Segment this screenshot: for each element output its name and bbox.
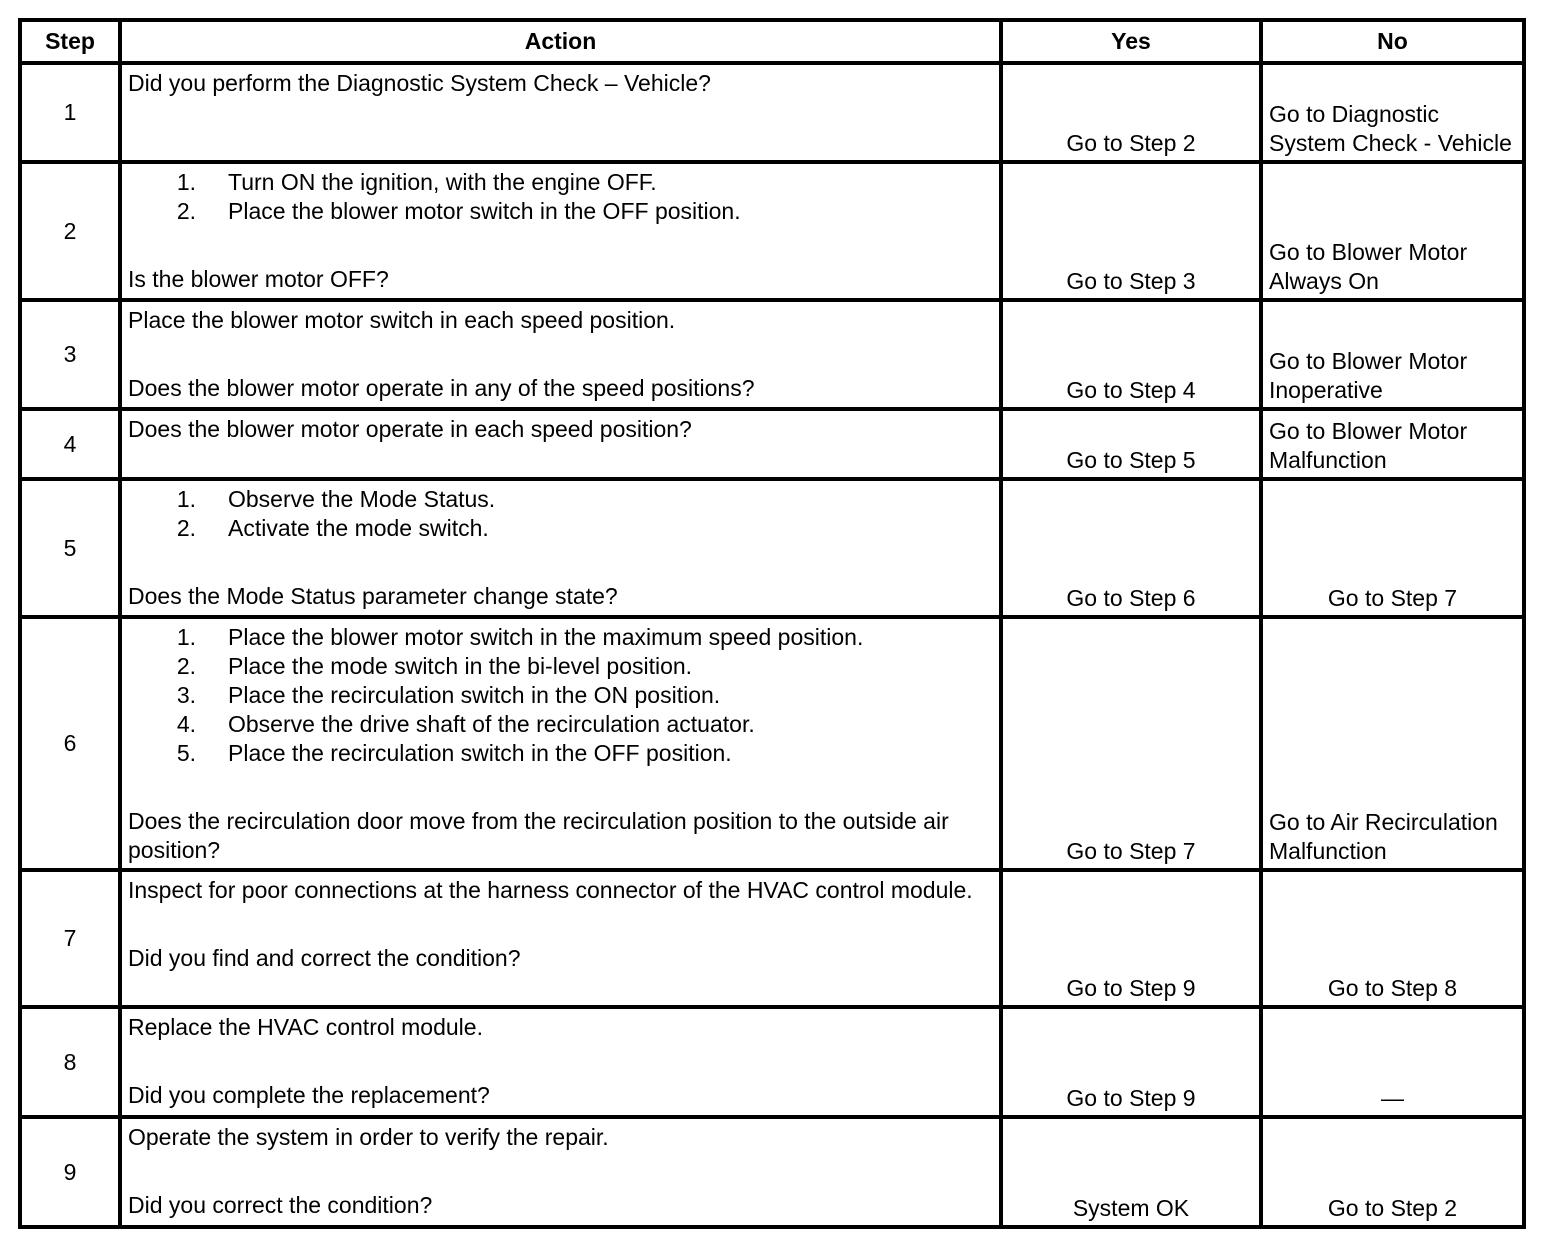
header-yes: Yes bbox=[1001, 20, 1261, 63]
table-row bbox=[20, 479, 1524, 617]
header-no: No bbox=[1261, 20, 1524, 63]
no-text: Go to Step 7 bbox=[1327, 585, 1458, 611]
yes-text: Go to Step 9 bbox=[1066, 1085, 1196, 1111]
instruction-text: Inspect for poor connections at the harness connector of the HVAC control module. bbox=[128, 877, 973, 903]
table-row bbox=[20, 1007, 1524, 1117]
substep-item: 1. Turn ON the ignition, with the engine OFF. bbox=[176, 169, 657, 195]
substep-item: 2. Place the mode switch in the bi-level position. bbox=[176, 653, 693, 679]
question-text: Did you complete the replacement? bbox=[128, 1082, 490, 1108]
step-number: 1 bbox=[20, 63, 120, 162]
question-text: Does the recirculation door move from the recirculation position to the outside air position? bbox=[128, 808, 949, 863]
table-row bbox=[20, 1117, 1524, 1227]
substep-list bbox=[128, 168, 993, 226]
yes-text: Go to Step 9 bbox=[1066, 975, 1196, 1001]
action-cell bbox=[120, 870, 1001, 1007]
no-cell bbox=[1261, 617, 1524, 870]
no-cell bbox=[1261, 300, 1524, 409]
question-text: Does the blower motor operate in any of the speed positions? bbox=[128, 375, 755, 401]
action-text: Did you perform the Diagnostic System Check – Vehicle? bbox=[128, 70, 711, 96]
action-cell bbox=[120, 162, 1001, 300]
substep-item: 5. Place the recirculation switch in the OFF position. bbox=[176, 740, 732, 766]
diagnostic-table bbox=[18, 18, 1526, 1229]
yes-text: Go to Step 4 bbox=[1066, 377, 1196, 403]
substep-item: 2. Activate the mode switch. bbox=[176, 515, 489, 541]
yes-text: Go to Step 2 bbox=[1066, 130, 1196, 156]
question-text: Does the Mode Status parameter change state? bbox=[128, 583, 618, 609]
substep-item: 1. Observe the Mode Status. bbox=[176, 486, 496, 512]
instruction-text: Replace the HVAC control module. bbox=[128, 1014, 483, 1040]
no-cell bbox=[1261, 1007, 1524, 1117]
question-text: Is the blower motor OFF? bbox=[128, 266, 389, 292]
no-text: — bbox=[1381, 1085, 1404, 1111]
table-row bbox=[20, 617, 1524, 870]
header-step: Step bbox=[20, 20, 120, 63]
action-text: Does the blower motor operate in each speed position? bbox=[128, 416, 692, 442]
action-cell bbox=[120, 409, 1001, 479]
step-number: 3 bbox=[20, 300, 120, 409]
no-cell bbox=[1261, 479, 1524, 617]
yes-cell bbox=[1001, 1117, 1261, 1227]
action-cell bbox=[120, 300, 1001, 409]
yes-text: Go to Step 3 bbox=[1066, 268, 1196, 294]
step-number: 8 bbox=[20, 1007, 120, 1117]
yes-cell bbox=[1001, 617, 1261, 870]
no-text: Go to Blower Motor Malfunction bbox=[1269, 418, 1468, 473]
substep-item: 4. Observe the drive shaft of the recirculation actuator. bbox=[176, 711, 755, 737]
table-row bbox=[20, 63, 1524, 162]
no-text: Go to Step 8 bbox=[1327, 975, 1458, 1001]
no-text: Go to Blower Motor Always On bbox=[1269, 239, 1468, 294]
no-cell bbox=[1261, 63, 1524, 162]
no-cell bbox=[1261, 162, 1524, 300]
question-text: Did you find and correct the condition? bbox=[128, 945, 521, 971]
action-cell bbox=[120, 63, 1001, 162]
no-text: Go to Step 2 bbox=[1327, 1195, 1458, 1221]
table-row bbox=[20, 870, 1524, 1007]
step-number: 4 bbox=[20, 409, 120, 479]
table-row bbox=[20, 300, 1524, 409]
table-row bbox=[20, 162, 1524, 300]
yes-text: Go to Step 7 bbox=[1066, 838, 1196, 864]
yes-text: Go to Step 5 bbox=[1066, 447, 1196, 473]
table-row bbox=[20, 409, 1524, 479]
no-cell bbox=[1261, 409, 1524, 479]
no-text: Go to Air Recirculation Malfunction bbox=[1269, 809, 1498, 864]
action-cell bbox=[120, 1117, 1001, 1227]
substep-item: 1. Place the blower motor switch in the maximum speed position. bbox=[176, 624, 864, 650]
yes-cell bbox=[1001, 63, 1261, 162]
yes-text: System OK bbox=[1072, 1195, 1190, 1221]
substep-item: 3. Place the recirculation switch in the ON position. bbox=[176, 682, 721, 708]
no-cell bbox=[1261, 1117, 1524, 1227]
substep-list bbox=[128, 485, 993, 543]
instruction-text: Place the blower motor switch in each speed position. bbox=[128, 307, 676, 333]
yes-cell bbox=[1001, 1007, 1261, 1117]
no-text: Go to Diagnostic System Check - Vehicle bbox=[1269, 101, 1512, 156]
step-number: 9 bbox=[20, 1117, 120, 1227]
yes-text: Go to Step 6 bbox=[1066, 585, 1196, 611]
action-cell bbox=[120, 479, 1001, 617]
yes-cell bbox=[1001, 300, 1261, 409]
header-action: Action bbox=[120, 20, 1001, 63]
no-cell bbox=[1261, 870, 1524, 1007]
yes-cell bbox=[1001, 870, 1261, 1007]
header-row bbox=[20, 20, 1524, 63]
step-number: 7 bbox=[20, 870, 120, 1007]
instruction-text: Operate the system in order to verify the repair. bbox=[128, 1124, 609, 1150]
yes-cell bbox=[1001, 479, 1261, 617]
step-number: 6 bbox=[20, 617, 120, 870]
step-number: 2 bbox=[20, 162, 120, 300]
action-cell bbox=[120, 617, 1001, 870]
no-text: Go to Blower Motor Inoperative bbox=[1269, 348, 1468, 403]
substep-list bbox=[128, 623, 993, 768]
question-text: Did you correct the condition? bbox=[128, 1192, 433, 1218]
yes-cell bbox=[1001, 162, 1261, 300]
step-number: 5 bbox=[20, 479, 120, 617]
yes-cell bbox=[1001, 409, 1261, 479]
action-cell bbox=[120, 1007, 1001, 1117]
substep-item: 2. Place the blower motor switch in the OFF position. bbox=[176, 198, 741, 224]
